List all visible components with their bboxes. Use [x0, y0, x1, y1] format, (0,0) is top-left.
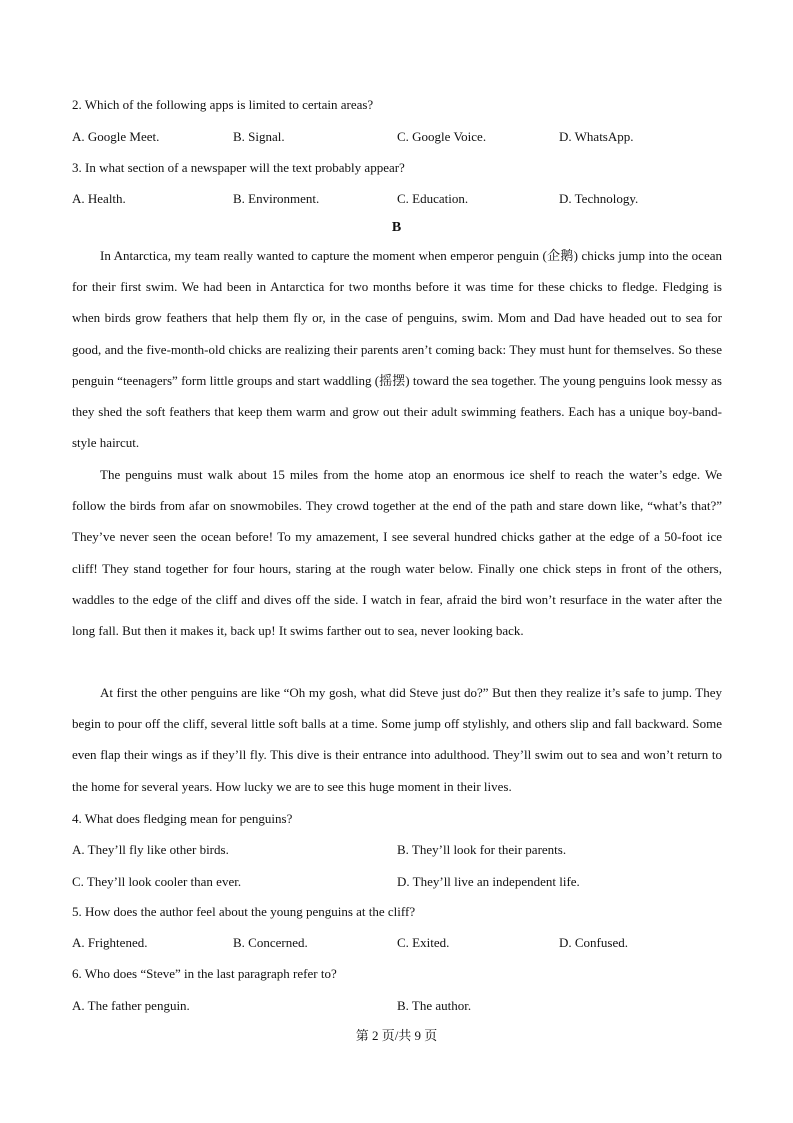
question-5-option-c: C. Exited.	[397, 935, 450, 950]
page-number-footer: 第 2 页/共 9 页	[355, 1028, 438, 1043]
passage-paragraph-3: At first the other penguins are like “Oh my gosh, what did Steve just do?” But then they realize it’s safe to jump. They begin to pour off the cliff, several little soft balls at a time. Some jump off stylishly, and others slip and fall backward. Some even flap their wings as if they’ll fly. This dive is their entrance into adulthood. They’ll swim out to sea and won’t return to the home for several years. How lucky we are to see this huge moment in their lives.	[72, 685, 722, 794]
question-5-option-d: D. Confused.	[559, 935, 628, 950]
question-4-option-a: A. They’ll fly like other birds.	[72, 842, 229, 857]
question-4-option-b: B. They’ll look for their parents.	[397, 842, 567, 857]
question-2-option-a: A. Google Meet.	[72, 129, 160, 144]
question-5-option-a: A. Frightened.	[72, 935, 148, 950]
question-2-option-c: C. Google Voice.	[397, 129, 487, 144]
question-2-option-d: D. WhatsApp.	[559, 129, 634, 144]
question-4-option-c: C. They’ll look cooler than ever.	[72, 874, 242, 889]
question-2-option-b: B. Signal.	[233, 129, 285, 144]
question-6-option-b: B. The author.	[397, 998, 472, 1013]
passage-paragraph-1: In Antarctica, my team really wanted to capture the moment when emperor penguin (企鹅) chicks jump into the ocean for their first swim. We had been in Antarctica for two months before it was time for these chicks to fledge. Fledging is when birds grow feathers that help them fly or, in the case of penguins, swim. Mom and Dad have headed out to sea for good, and the five-month-old chicks are realizing their parents aren’t coming back: They must hunt for themselves. So these penguin “teenagers” form little groups and start waddling (摇摆) toward the sea together. The young penguins look messy as they shed the soft feathers that keep them warm and grow out their adult swimming feathers. Each has a unique boy-band-style haircut.	[72, 248, 722, 451]
question-6-stem: 6. Who does “Steve” in the last paragraph refer to?	[72, 966, 337, 981]
question-3-stem: 3. In what section of a newspaper will the text probably appear?	[72, 160, 405, 175]
question-5-option-b: B. Concerned.	[233, 935, 308, 950]
section-b-title: B	[391, 220, 402, 235]
question-3-option-b: B. Environment.	[233, 191, 320, 206]
question-4-option-d: D. They’ll live an independent life.	[397, 874, 580, 889]
question-3-option-c: C. Education.	[397, 191, 469, 206]
question-3-option-d: D. Technology.	[559, 191, 639, 206]
question-3-option-a: A. Health.	[72, 191, 126, 206]
question-6-option-a: A. The father penguin.	[72, 998, 190, 1013]
question-4-stem: 4. What does fledging mean for penguins?	[72, 811, 293, 826]
question-2-stem: 2. Which of the following apps is limited to certain areas?	[72, 97, 374, 112]
question-5-stem: 5. How does the author feel about the young penguins at the cliff?	[72, 904, 416, 919]
passage-paragraph-2: The penguins must walk about 15 miles from the home atop an enormous ice shelf to reach the water’s edge. We follow the birds from afar on snowmobiles. They crowd together at the end of the path and stare down like, “what’s that?” They’ve never seen the ocean before! To my amazement, I see several hundred chicks gather at the edge of a 50-foot ice cliff! They stand together for four hours, staring at the rough water below. Finally one chick steps in front of the others, waddles to the edge of the cliff and dives off the side. I watch in fear, afraid the bird won’t resurface in the water after the long fall. But then it makes it, back up! It swims farther out to sea, never looking back.	[72, 467, 722, 639]
